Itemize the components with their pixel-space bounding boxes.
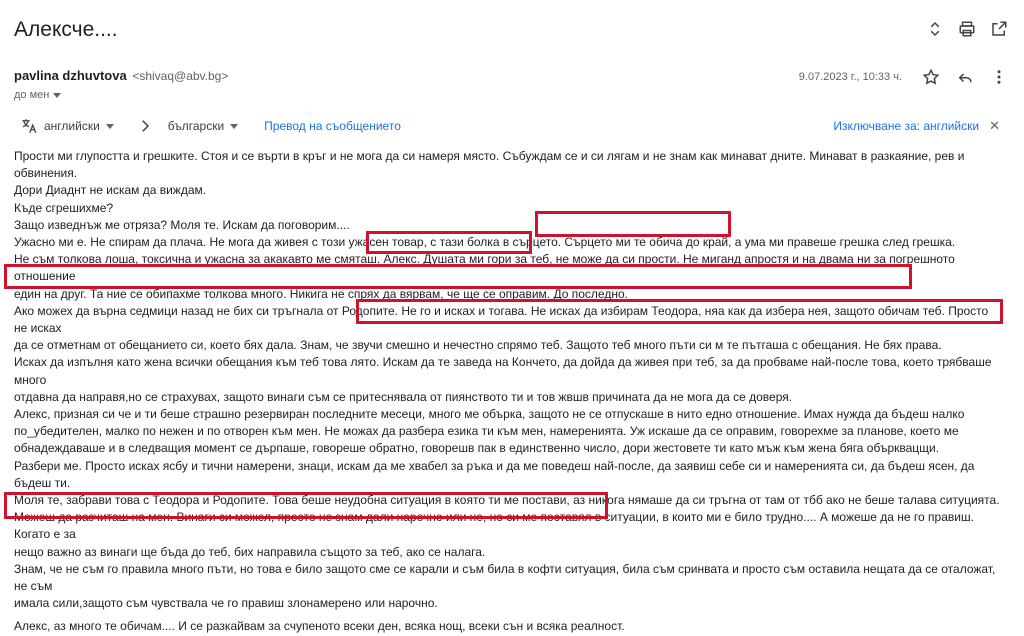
body-line: отдавна да направя,но се страхувах, защото винаги съм се притеснявала от пиянството ти и тов жвшв причината да не мога да се доверя.: [14, 389, 793, 404]
source-language: английски: [44, 119, 100, 133]
message-date: 9.07.2023 г., 10:33 ч.: [798, 71, 902, 83]
body-line: Прости ми глупостта и грешките. Стоя и се върти в кръг и не мога да си намеря място. Събуждам се и си лягам и не знам как минават дните. Минават в разкаяние, рев и обвинения.: [14, 149, 965, 181]
body-line: Моля те, забрави това с Теодора и Родопите. Това беше неудобна ситуация в която ти ме постави, аз никога нямаше да си тръгна от там от тбб ако не беше талава ситуцията.: [14, 493, 1000, 508]
body-line: един на друг. Та ние се обипахме толкова много. Никига не спрях да вярвам, че ще се оправим. До последно.: [14, 286, 628, 301]
disable-translation: [833, 118, 1000, 134]
body-line: Ужасно ми е. Не спирам да плача. Не мога да живея с този ужасен товар, с тази болка в сърцето. Сърцето ми те обича до край, а ума ми правеше грешка след грешка.: [14, 235, 956, 250]
body-line: нещо важно аз винаги ще бъда до теб, бих направила същото за теб, ако се налага.: [14, 544, 486, 559]
message-meta: [799, 68, 1008, 86]
body-line: да се отметнам от обещанието си, което бях дала. Знам, че звучи смешно и нечестно спрямо теб. Защото теб много пъти си м те пътгаша с обещания. Не бях права.: [14, 338, 942, 353]
chevron-down-icon: [230, 124, 238, 129]
recipient-label: до мен: [14, 89, 50, 101]
translate-bar: [20, 116, 1000, 136]
body-line: Къде сгрешихме?: [14, 200, 114, 215]
source-language-select[interactable]: [20, 117, 114, 135]
star-icon[interactable]: [922, 68, 940, 86]
top-actions: [926, 20, 1008, 38]
body-line: Исках да изпълня като жена всички обещания към теб това лято. Искам да те заведа на Кончето, да дойда да живея при теб, за да пробваме най-после това, което трябваше много: [14, 355, 992, 387]
sender-line: [14, 68, 228, 83]
translate-message-link[interactable]: Превод на съобщението: [264, 119, 401, 133]
body-line: Защо изведнъж ме отряза? Моля те. Искам да поговорим....: [14, 217, 350, 232]
sender-email: <shivaq@abv.bg>: [132, 69, 229, 83]
chevron-down-icon: [53, 93, 61, 98]
sender-name[interactable]: pavlina dzhuvtova: [14, 68, 127, 83]
body-line: Разбери ме. Просто исках ясбу и тични намерени, знаци, искам да ме хвабел за ръка и да ме поведеш най-после, да заявиш себе си и намеренията си, да бъдеш ясен, да бъдеш ти.: [14, 458, 975, 490]
body-line: Можеш да разчиташ на мен. Винаги си можел, просто не знам дали нарочно или не, но си ме поставял в ситуации, в които ми е било трудно.... А можеше да не го правиш. Когато е за: [14, 510, 974, 542]
print-icon[interactable]: [958, 20, 976, 38]
disable-translation-link[interactable]: Изключване за: английски: [833, 119, 980, 133]
chevron-right-icon: [136, 117, 154, 135]
message-body: [14, 148, 1004, 636]
translate-icon: [20, 117, 38, 135]
body-line: обнадеждаваше и в следващия момент се дърпаше, говореше обратно, говорешв пак в единственно число, дори жестовете ти като мъж към жена бяга обърквацщи.: [14, 441, 940, 456]
body-line: Не съм толкова лоша, токсична и ужасна за акакавто ме смяташ. Алекс. Душата ми гори за теб, не може да си прости. Не миганд апростя и на двама ни за погрешното отношение: [14, 252, 955, 284]
body-line: Ако можех да върна седмици назад не бих си тръгнала от Родопите. Не го и исках и тогава. Не исках да избирам Теодора, няа как да избера нея, защото обичам теб. Просто не исках: [14, 303, 989, 336]
body-line: по_убедителен, малко по нежен и по отворен към мен. Не можах да разбера езика ти към мен, намеренията. Уж искаше да се оправим, говорехме за планове, което ме: [14, 424, 959, 439]
body-line: Знам, че не съм го правила много пъти, но това е било защото сме се карали и съм била в кофти ситуация, била съм сринвата и просто съм оставила нещата да се оталожат, не съм: [14, 561, 996, 594]
email-subject: Алексче....: [14, 18, 118, 41]
body-line: Алекс, аз много те обичам.... И се разкайвам за счупеното всеки ден, всяка нощ, всеки сън и всяка реалност.: [14, 619, 625, 634]
body-line: Дори Диаднт не искам да виждам.: [14, 183, 207, 198]
body-line: имала сили,защото съм чувствала че го правиш злонамерено или нарочно.: [14, 596, 438, 611]
reply-icon[interactable]: [956, 68, 974, 86]
close-icon[interactable]: ✕: [989, 118, 1000, 133]
open-new-window-icon[interactable]: [990, 20, 1008, 38]
body-line: Алекс, призная си че и ти беше страшно резервиран последните месеци, много ме обърка, защото не се отпускаше в нито едно отношение. Имах нужда да бъдеш налко: [14, 407, 965, 422]
chevron-down-icon: [106, 124, 114, 129]
target-language-select[interactable]: [168, 119, 238, 133]
expand-collapse-icon[interactable]: [926, 20, 944, 38]
target-language: български: [167, 119, 225, 133]
recipient-dropdown[interactable]: [14, 89, 61, 101]
more-options-icon[interactable]: [990, 68, 1008, 86]
